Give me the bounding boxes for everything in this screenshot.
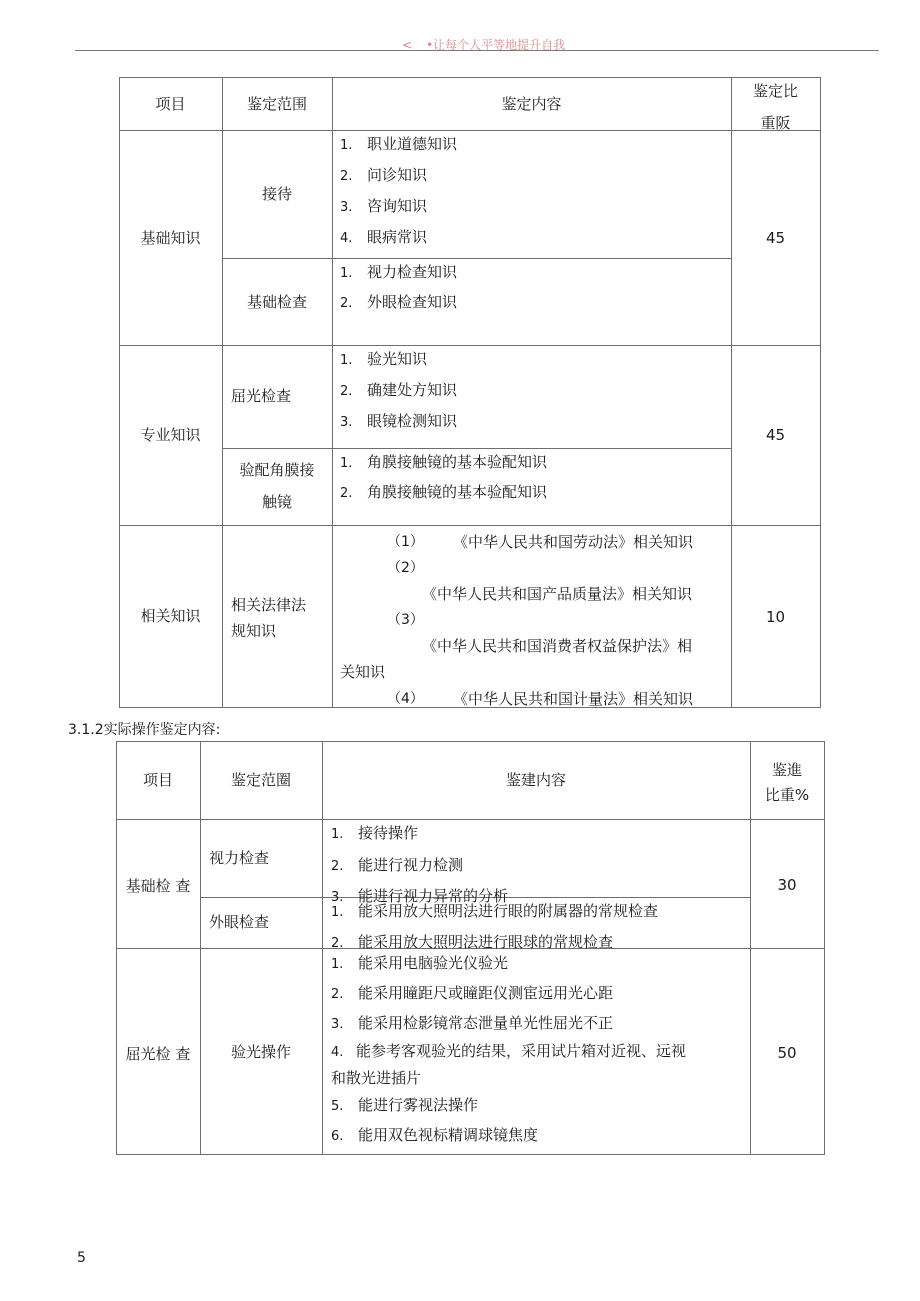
t1-weight-related: 10 [765,608,786,626]
t1-sub-reception: 接待 [261,185,292,203]
list-item: 3. 咨询知识 [340,197,428,215]
t2-sub-optometry: 验光操作 [230,1043,291,1061]
t2-header-content: 鉴建内容 [505,771,566,789]
list-item: 1. 视力检查知识 [340,263,458,281]
t1-sub-laws: 相关法律法 [231,596,307,614]
t2-header-weight: 鉴進 [771,761,802,779]
list-item: 1. 能采用放大照明法进行眼的附属器的常规检查 [331,902,659,920]
list-item-number: （1） [387,534,424,550]
list-item: 《中华人民共和国产品质量法》相关知识 [422,585,693,603]
list-item: 1. 验光知识 [340,350,428,368]
list-item: 1. 能采用电脑验光仪验光 [331,954,509,972]
t2-header-item: 项目 [142,771,173,789]
t2-weight-basic-check: 30 [777,876,797,894]
list-item: 《中华人民共和国消费者权益保护法》相 [422,637,693,655]
list-item: 1. 职业道德知识 [340,135,458,153]
nav-back-icon[interactable]: < [402,38,413,52]
section-title: 3.1.2实际操作鉴定内容: [68,722,221,738]
list-item: 3. 能进行视力异常的分析 [331,887,509,905]
list-item: 2. 角膜接触镜的基本验配知识 [340,483,548,501]
t1-header-scope: 鉴定范围 [246,95,307,113]
t1-sub-refraction: 屈光检查 [231,387,292,405]
list-item: 5. 能进行雾视法操作 [331,1096,479,1114]
list-item: 4. 能参考客观验光的结果，采用试片箱对近视、远视 [331,1042,687,1060]
t2-group-basic-check: 基础检 查 [125,877,191,895]
t1-header-item: 项目 [155,95,186,113]
list-item: 《中华人民共和国计量法》相关知识 [453,690,694,708]
list-item: 2. 能采用放大照明法进行眼球的常规检查 [331,933,614,951]
t1-sub-basic-check: 基础检查 [246,293,307,311]
t2-weight-refraction: 50 [777,1044,797,1062]
t1-header-weight: 鉴定比 [752,82,798,100]
list-item-continued: 关知识 [340,663,386,681]
t1-header-weight-line2: 重阪 [760,114,791,132]
t1-sub-contact-lens-line2: 触镜 [261,493,292,511]
list-item: 2. 能进行视力检测 [331,856,464,874]
list-item-continued: 和散光进插片 [331,1069,422,1087]
list-item: 2. 能采用瞳距尺或瞳距仪测宦远用光心距 [331,984,614,1002]
t1-sub-contact-lens: 验配角膜接 [239,461,315,479]
list-item: 1. 角膜接触镜的基本验配知识 [340,453,548,471]
t2-header-weight-line2: 比重% [764,786,810,804]
t2-sub-vision: 视力检查 [209,849,270,867]
t1-header-content: 鉴定内容 [501,95,562,113]
list-item: 《中华人民共和国劳动法》相关知识 [453,533,694,551]
t1-laws-cell [333,526,730,707]
t2-external-eye-cell [323,898,750,951]
list-item: 2. 外眼检查知识 [340,293,458,311]
t1-weight-basic: 45 [765,229,786,247]
header-slogan [402,38,565,52]
list-item-number: （4） [387,691,424,707]
t1-group-basic: 基础知识 [140,229,201,247]
list-item: 1. 接待操作 [331,824,419,842]
list-item-number: （2） [387,560,424,576]
t2-group-refraction: 屈光检 查 [125,1045,191,1063]
list-item: 2. 确建处方知识 [340,381,458,399]
list-item: 3. 眼镜检测知识 [340,412,458,430]
t2-header-scope: 鉴定范圈 [230,771,291,789]
t1-sub-laws-line2: 规知识 [231,622,277,640]
list-item: 6. 能用双色视标精调球镜焦度 [331,1126,539,1144]
list-item: 2. 问诊知识 [340,166,428,184]
t2-sub-external-eye: 外眼检查 [209,913,270,931]
t1-group-related: 相关知识 [140,607,201,625]
header-slogan-text: •让每个人平等地提升自我 [426,38,566,52]
t1-weight-professional: 45 [765,426,786,444]
list-item: 3. 能采用检影镜常态泄量单光性屈光不正 [331,1014,614,1032]
page-number: 5 [77,1250,86,1266]
t2-vision-cell [323,820,750,905]
list-item: 4. 眼病常识 [340,228,428,246]
list-item-number: （3） [387,612,424,628]
t1-group-professional: 专业知识 [140,426,201,444]
